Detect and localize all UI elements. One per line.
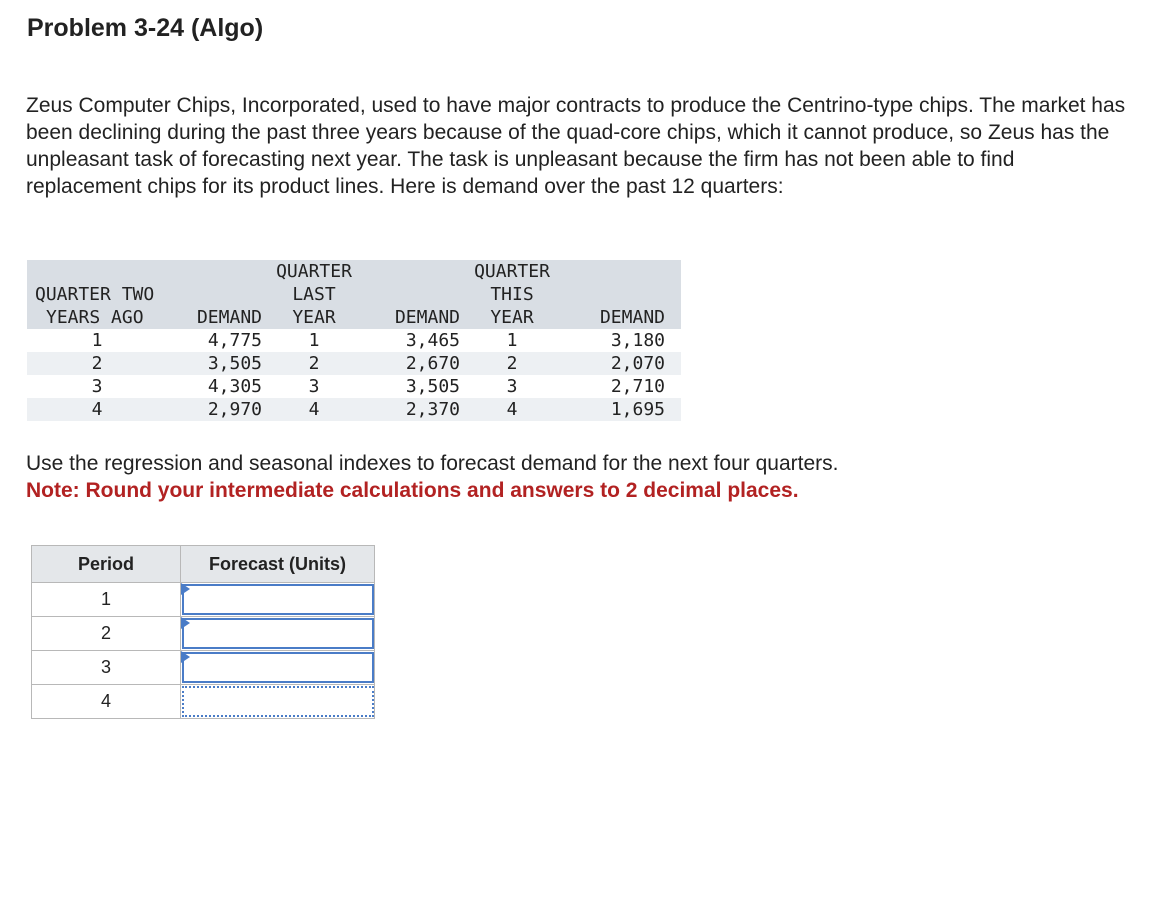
table-row: [27, 398, 681, 421]
header-demand-last-year: DEMAND: [358, 260, 468, 329]
instructions: [26, 450, 1126, 504]
forecast-header: Forecast (Units): [181, 546, 375, 583]
forecast-input-period-2[interactable]: [182, 618, 374, 649]
table-cell: 1: [270, 329, 358, 352]
header-quarter-last-year: QUARTER LAST YEAR: [270, 260, 358, 329]
table-cell: 3,465: [358, 329, 468, 352]
table-row: [27, 329, 681, 352]
table-cell: 3: [468, 375, 556, 398]
demand-data-table: [27, 260, 681, 421]
problem-description: Zeus Computer Chips, Incorporated, used to have major contracts to produce the Centrino-type chips. The market has been declining during the past three years because of the quad-core chips, which it cannot produce, so Zeus has the unpleasant task of forecasting next year. The task is unpleasant because the firm has not been able to find replacement chips for its product lines. Here is demand over the past 12 quarters:: [26, 94, 1126, 198]
table-cell: 3: [27, 375, 167, 398]
table-cell: 1,695: [556, 398, 681, 421]
table-cell: 2,710: [556, 375, 681, 398]
table-cell: 4: [468, 398, 556, 421]
forecast-cell: [181, 685, 375, 719]
instruction-text: Use the regression and seasonal indexes to forecast demand for the next four quarters.: [26, 452, 839, 475]
forecast-input-period-4[interactable]: [182, 686, 374, 717]
table-cell: 2,370: [358, 398, 468, 421]
forecast-cell: [181, 583, 375, 617]
header-quarter-two-years-ago: QUARTER TWO YEARS AGO: [27, 260, 167, 329]
forecast-row: [32, 583, 375, 617]
problem-title: Problem 3-24 (Algo): [27, 14, 264, 42]
header-quarter-this-year: QUARTER THIS YEAR: [468, 260, 556, 329]
period-cell: 4: [32, 685, 181, 719]
table-cell: 4,305: [167, 375, 270, 398]
table-cell: 3,505: [167, 352, 270, 375]
period-cell: 3: [32, 651, 181, 685]
period-header: Period: [32, 546, 181, 583]
table-cell: 2: [468, 352, 556, 375]
flag-marker-icon: [181, 651, 190, 663]
table-cell: 3,180: [556, 329, 681, 352]
table-cell: 3,505: [358, 375, 468, 398]
table-cell: 2: [270, 352, 358, 375]
table-row: [27, 352, 681, 375]
header-demand-this-year: DEMAND: [556, 260, 681, 329]
table-cell: 4: [270, 398, 358, 421]
forecast-row: [32, 685, 375, 719]
flag-marker-icon: [181, 617, 190, 629]
forecast-row: [32, 617, 375, 651]
table-cell: 2,670: [358, 352, 468, 375]
table-cell: 2: [27, 352, 167, 375]
rounding-note: Note: Round your intermediate calculations and answers to 2 decimal places.: [26, 479, 799, 502]
period-cell: 1: [32, 583, 181, 617]
forecast-input-period-3[interactable]: [182, 652, 374, 683]
forecast-input-period-1[interactable]: [182, 584, 374, 615]
table-cell: 2,970: [167, 398, 270, 421]
flag-marker-icon: [181, 583, 190, 595]
table-cell: 1: [27, 329, 167, 352]
demand-table-header-row: [27, 260, 681, 329]
table-cell: 4: [27, 398, 167, 421]
forecast-cell: [181, 651, 375, 685]
table-cell: 2,070: [556, 352, 681, 375]
forecast-header-row: [32, 546, 375, 583]
header-demand-two-years-ago: DEMAND: [167, 260, 270, 329]
forecast-row: [32, 651, 375, 685]
table-cell: 1: [468, 329, 556, 352]
forecast-cell: [181, 617, 375, 651]
period-cell: 2: [32, 617, 181, 651]
table-cell: 4,775: [167, 329, 270, 352]
forecast-answer-table: [31, 545, 375, 719]
table-row: [27, 375, 681, 398]
table-cell: 3: [270, 375, 358, 398]
